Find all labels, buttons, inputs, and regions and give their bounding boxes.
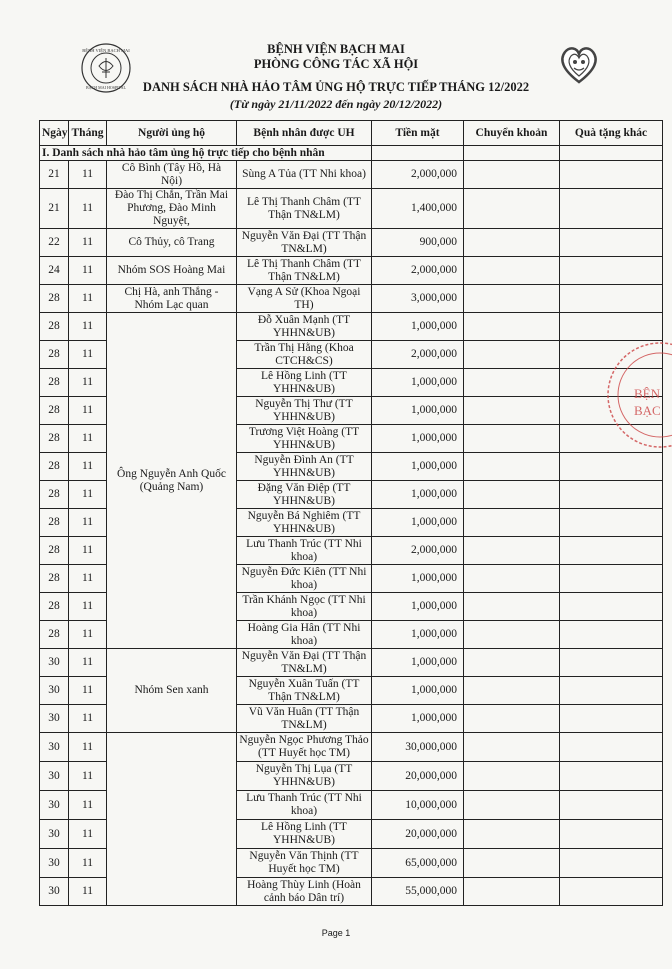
cell-cash: 1,000,000 (372, 593, 464, 621)
stamp-text-1: BỆN (634, 386, 660, 401)
department-name: PHÒNG CÔNG TÁC XÃ HỘI (253, 57, 419, 71)
cell-cash: 1,000,000 (372, 313, 464, 341)
cell-gift (560, 509, 663, 537)
cell-cash: 2,000,000 (372, 161, 464, 189)
col-donor: Người ủng hộ (107, 121, 237, 146)
stamp-text-2: BẠC (634, 403, 661, 418)
cell-cash: 2,000,000 (372, 257, 464, 285)
cell-transfer (464, 649, 560, 677)
cell-transfer (464, 705, 560, 733)
cell-cash: 2,000,000 (372, 537, 464, 565)
cell-patient: Đặng Văn Điệp (TT YHHN&UB) (237, 481, 372, 509)
cell-gift (560, 161, 663, 189)
cell-patient: Nguyễn Văn Đại (TT Thận TN&LM) (237, 649, 372, 677)
cell-transfer (464, 453, 560, 481)
cell-transfer (464, 621, 560, 649)
cell-gift (560, 481, 663, 509)
hospital-logo-text-top: BỆNH VIỆN BẠCH MAI (82, 48, 130, 53)
cell-gift (560, 537, 663, 565)
cell-day: 30 (40, 791, 69, 820)
cell-transfer (464, 593, 560, 621)
cell-transfer (464, 791, 560, 820)
cell-patient: Nguyễn Văn Thịnh (TT Huyết học TM) (237, 849, 372, 878)
cell-donor: Nhóm Sen xanh (107, 649, 237, 733)
section-title: I. Danh sách nhà hảo tâm ủng hộ trực tiếp cho bệnh nhân (40, 146, 372, 161)
hospital-name: BỆNH VIỆN BẠCH MAI (267, 42, 405, 56)
cell-cash: 1,000,000 (372, 397, 464, 425)
cell-gift (560, 285, 663, 313)
cell-transfer (464, 762, 560, 791)
cell-cash: 20,000,000 (372, 820, 464, 849)
cell-gift (560, 453, 663, 481)
cell-month: 11 (69, 481, 107, 509)
cell-gift (560, 257, 663, 285)
cell-cash: 1,000,000 (372, 369, 464, 397)
cell-month: 11 (69, 677, 107, 705)
section-row (40, 146, 663, 161)
cell-gift (560, 313, 663, 341)
cell-month: 11 (69, 621, 107, 649)
cell-cash: 65,000,000 (372, 849, 464, 878)
cell-patient: Đỗ Xuân Mạnh (TT YHHN&UB) (237, 313, 372, 341)
cell-month: 11 (69, 762, 107, 791)
cell-patient: Lê Hồng Linh (TT YHHN&UB) (237, 820, 372, 849)
cell-gift (560, 677, 663, 705)
cell-cash: 1,000,000 (372, 425, 464, 453)
cell-day: 28 (40, 313, 69, 341)
cell-day: 28 (40, 621, 69, 649)
table-row (40, 733, 663, 762)
cell-patient: Lưu Thanh Trúc (TT Nhi khoa) (237, 791, 372, 820)
cell-gift (560, 565, 663, 593)
page-number: Page 1 (321, 928, 351, 938)
cell-day: 28 (40, 537, 69, 565)
cell-donor: Nhóm SOS Hoàng Mai (107, 257, 237, 285)
cell-cash: 1,000,000 (372, 509, 464, 537)
col-transfer: Chuyển khoản (464, 121, 560, 146)
cell-patient: Hoàng Thùy Linh (Hoàn cảnh báo Dân trí) (237, 878, 372, 906)
cell-patient: Lê Thị Thanh Châm (TT Thận TN&LM) (237, 257, 372, 285)
cell-day: 28 (40, 509, 69, 537)
cell-day: 28 (40, 397, 69, 425)
cell-donor: Cô Bình (Tây Hồ, Hà Nội) (107, 161, 237, 189)
col-patient: Bệnh nhân được UH (237, 121, 372, 146)
cell-patient: Nguyễn Thị Thư (TT YHHN&UB) (237, 397, 372, 425)
cell-patient: Nguyễn Ngọc Phương Thảo (TT Huyết học TM) (237, 733, 372, 762)
cell-transfer (464, 509, 560, 537)
table-header-row (40, 121, 663, 146)
cell-transfer (464, 161, 560, 189)
cell-day: 30 (40, 677, 69, 705)
cell-month: 11 (69, 593, 107, 621)
cell-donor (107, 733, 237, 906)
cell-gift (560, 229, 663, 257)
cell-day: 30 (40, 762, 69, 791)
cell-gift (560, 849, 663, 878)
cell-donor: Ông Nguyễn Anh Quốc (Quảng Nam) (107, 313, 237, 649)
cell-day: 30 (40, 878, 69, 906)
red-seal-stamp (598, 340, 672, 450)
cell-day: 30 (40, 733, 69, 762)
cell-day: 30 (40, 849, 69, 878)
cell-gift (560, 820, 663, 849)
cell-day: 24 (40, 257, 69, 285)
cell-gift (560, 593, 663, 621)
cell-gift (560, 762, 663, 791)
cell-patient: Nguyễn Thị Lụa (TT YHHN&UB) (237, 762, 372, 791)
table-row (40, 649, 663, 677)
cell-month: 11 (69, 285, 107, 313)
cell-month: 11 (69, 313, 107, 341)
cell-transfer (464, 257, 560, 285)
cell-month: 11 (69, 565, 107, 593)
cell-month: 11 (69, 369, 107, 397)
cell-transfer (464, 285, 560, 313)
table-row (40, 229, 663, 257)
cell-day: 21 (40, 189, 69, 229)
cell-day: 30 (40, 820, 69, 849)
cell-transfer (464, 849, 560, 878)
cell-gift (560, 878, 663, 906)
cell-transfer (464, 313, 560, 341)
cell-cash: 20,000,000 (372, 762, 464, 791)
col-cash: Tiền mặt (372, 121, 464, 146)
cell-transfer (464, 677, 560, 705)
cell-donor: Đào Thị Chắn, Trần Mai Phương, Đào Minh Nguyệt, (107, 189, 237, 229)
cell-cash: 1,000,000 (372, 481, 464, 509)
cell-transfer (464, 537, 560, 565)
cell-gift (560, 705, 663, 733)
cell-month: 11 (69, 189, 107, 229)
table-row (40, 257, 663, 285)
cell-day: 30 (40, 705, 69, 733)
cell-patient: Lê Thị Thanh Châm (TT Thận TN&LM) (237, 189, 372, 229)
cell-patient: Nguyễn Xuân Tuấn (TT Thận TN&LM) (237, 677, 372, 705)
cell-patient: Vũ Văn Huân (TT Thận TN&LM) (237, 705, 372, 733)
cell-donor: Chị Hà, anh Thắng - Nhóm Lạc quan (107, 285, 237, 313)
cell-cash: 1,000,000 (372, 705, 464, 733)
donation-table (39, 120, 663, 906)
cell-month: 11 (69, 791, 107, 820)
cell-day: 28 (40, 453, 69, 481)
cell-patient: Hoàng Gia Hân (TT Nhi khoa) (237, 621, 372, 649)
cell-patient: Vạng A Sử (Khoa Ngoại TH) (237, 285, 372, 313)
header-organization (0, 42, 672, 72)
cell-month: 11 (69, 257, 107, 285)
cell-day: 30 (40, 649, 69, 677)
cell-month: 11 (69, 537, 107, 565)
cell-patient: Nguyễn Đức Kiên (TT Nhi khoa) (237, 565, 372, 593)
cell-gift (560, 649, 663, 677)
cell-day: 21 (40, 161, 69, 189)
cell-month: 11 (69, 425, 107, 453)
cell-day: 28 (40, 425, 69, 453)
cell-cash: 2,000,000 (372, 341, 464, 369)
cell-cash: 1,000,000 (372, 677, 464, 705)
cell-cash: 55,000,000 (372, 878, 464, 906)
cell-month: 11 (69, 705, 107, 733)
cell-month: 11 (69, 849, 107, 878)
cell-patient: Nguyễn Văn Đại (TT Thận TN&LM) (237, 229, 372, 257)
cell-patient: Lưu Thanh Trúc (TT Nhi khoa) (237, 537, 372, 565)
document-subtitle: (Từ ngày 21/11/2022 đến ngày 20/12/2022) (229, 97, 443, 111)
col-gift: Quà tặng khác (560, 121, 663, 146)
hospital-logo-text-bottom: BẠCH MAI HOSPITAL (86, 85, 126, 90)
cell-patient: Lê Hồng Linh (TT YHHN&UB) (237, 369, 372, 397)
cell-month: 11 (69, 229, 107, 257)
cell-day: 28 (40, 285, 69, 313)
cell-transfer (464, 425, 560, 453)
cell-transfer (464, 341, 560, 369)
cell-gift (560, 733, 663, 762)
cell-cash: 1,000,000 (372, 565, 464, 593)
table-row (40, 189, 663, 229)
cell-month: 11 (69, 733, 107, 762)
cell-cash: 1,400,000 (372, 189, 464, 229)
cell-transfer (464, 229, 560, 257)
col-day: Ngày (40, 121, 69, 146)
cell-patient: Nguyễn Bá Nghiêm (TT YHHN&UB) (237, 509, 372, 537)
cell-gift (560, 621, 663, 649)
cell-patient: Trần Thị Hằng (Khoa CTCH&CS) (237, 341, 372, 369)
col-month: Tháng (69, 121, 107, 146)
cell-month: 11 (69, 878, 107, 906)
cell-transfer (464, 369, 560, 397)
cell-patient: Trần Khánh Ngọc (TT Nhi khoa) (237, 593, 372, 621)
cell-patient: Sùng A Tủa (TT Nhi khoa) (237, 161, 372, 189)
cell-patient: Nguyễn Đình An (TT YHHN&UB) (237, 453, 372, 481)
table-row (40, 285, 663, 313)
cell-donor: Cô Thủy, cô Trang (107, 229, 237, 257)
cell-cash: 900,000 (372, 229, 464, 257)
cell-transfer (464, 565, 560, 593)
cell-day: 28 (40, 369, 69, 397)
cell-day: 28 (40, 341, 69, 369)
cell-cash: 30,000,000 (372, 733, 464, 762)
cell-transfer (464, 189, 560, 229)
cell-day: 28 (40, 593, 69, 621)
cell-month: 11 (69, 397, 107, 425)
cell-cash: 1,000,000 (372, 621, 464, 649)
cell-month: 11 (69, 453, 107, 481)
cell-month: 11 (69, 341, 107, 369)
cell-cash: 10,000,000 (372, 791, 464, 820)
table-row (40, 161, 663, 189)
cell-month: 11 (69, 820, 107, 849)
cell-patient: Trương Việt Hoàng (TT YHHN&UB) (237, 425, 372, 453)
cell-transfer (464, 397, 560, 425)
cell-transfer (464, 820, 560, 849)
cell-cash: 1,000,000 (372, 649, 464, 677)
cell-gift (560, 791, 663, 820)
cell-month: 11 (69, 509, 107, 537)
cell-day: 28 (40, 481, 69, 509)
cell-transfer (464, 878, 560, 906)
table-body (40, 146, 663, 906)
cell-cash: 3,000,000 (372, 285, 464, 313)
table-row (40, 313, 663, 341)
cell-cash: 1,000,000 (372, 453, 464, 481)
cell-month: 11 (69, 161, 107, 189)
cell-day: 28 (40, 565, 69, 593)
cell-day: 22 (40, 229, 69, 257)
cell-month: 11 (69, 649, 107, 677)
cell-transfer (464, 733, 560, 762)
cell-transfer (464, 481, 560, 509)
document-title: DANH SÁCH NHÀ HẢO TÂM ỦNG HỘ TRỰC TIẾP THÁNG 12/2022 (142, 80, 530, 94)
cell-gift (560, 189, 663, 229)
